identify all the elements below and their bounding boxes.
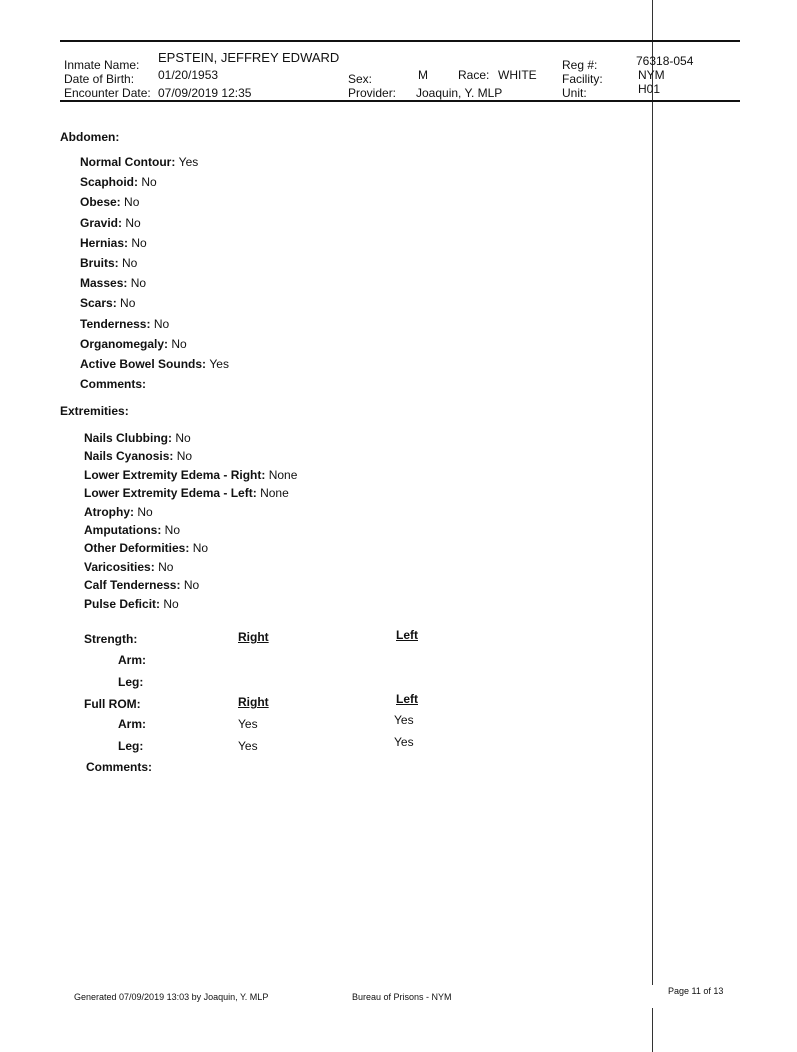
provider-label: Provider: — [348, 86, 397, 100]
unit-label: Unit: — [562, 86, 587, 100]
item-value: No — [153, 316, 170, 331]
item-value: Yes — [209, 357, 229, 371]
list-item — [84, 468, 297, 482]
list-item — [80, 256, 137, 270]
rom-arm-left: Yes — [394, 713, 414, 727]
item-value: No — [158, 559, 174, 574]
item-label: Masses: — [80, 276, 128, 291]
list-item — [80, 216, 141, 230]
strength-left-header: Left — [396, 628, 418, 642]
dob: 01/20/1953 — [158, 68, 219, 82]
facility-label: Facility: — [562, 72, 603, 86]
strength-leg-label: Leg: — [118, 675, 144, 689]
strength-right-header: Right — [238, 630, 269, 644]
list-item — [80, 317, 169, 331]
header-bottom-rule — [60, 100, 740, 102]
item-label: Varicosities: — [84, 559, 155, 574]
item-label: Comments: — [80, 377, 147, 392]
rom-left-header: Left — [396, 692, 418, 706]
abdomen-title: Abdomen: — [60, 130, 120, 144]
list-item — [80, 337, 187, 351]
list-item — [80, 155, 198, 169]
list-item — [80, 276, 146, 290]
item-label: Calf Tenderness: — [84, 578, 181, 593]
item-label: Tenderness: — [80, 316, 151, 331]
list-item — [80, 357, 229, 371]
list-item — [84, 597, 179, 611]
item-label: Lower Extremity Edema - Left: — [84, 486, 257, 501]
list-item — [80, 296, 135, 310]
rom-leg-label: Leg: — [118, 739, 144, 753]
rom-leg-left: Yes — [394, 735, 414, 749]
reg-number: 76318-054 — [636, 54, 694, 68]
race: WHITE — [498, 68, 537, 82]
rom-right-header: Right — [238, 695, 269, 709]
scan-line — [652, 1008, 653, 1052]
item-label: Scaphoid: — [80, 175, 139, 190]
item-label: Normal Contour: — [80, 155, 176, 169]
encounter-label: Encounter Date: — [64, 86, 151, 100]
generated-by: Generated 07/09/2019 13:03 by Joaquin, Y. MLP — [74, 992, 269, 1002]
item-label: Other Deformities: — [84, 541, 190, 556]
unit: H01 — [638, 82, 661, 96]
inmate-name-label: Inmate Name: — [64, 58, 140, 72]
item-label: Organomegaly: — [80, 336, 169, 351]
race-label: Race: — [458, 68, 490, 82]
rom-label: Full ROM: — [84, 697, 141, 711]
item-label: Nails Cyanosis: — [84, 449, 174, 464]
list-item — [84, 431, 191, 445]
list-item — [84, 578, 199, 592]
item-value: No — [176, 449, 193, 464]
list-item — [84, 505, 153, 519]
page-number: Page 11 of 13 — [668, 986, 724, 996]
list-item — [80, 175, 157, 189]
item-value: No — [137, 504, 153, 519]
item-label: Nails Clubbing: — [84, 431, 172, 445]
item-value: None — [268, 467, 298, 482]
item-value: Yes — [178, 155, 199, 169]
item-value: No — [183, 578, 200, 593]
list-item — [84, 486, 289, 500]
sex: M — [418, 68, 428, 82]
extremities-title: Extremities: — [60, 404, 129, 418]
item-value: No — [141, 175, 157, 190]
item-value: No — [131, 235, 147, 250]
item-value: No — [164, 523, 181, 537]
item-label: Atrophy: — [84, 504, 134, 519]
item-label: Amputations: — [84, 523, 162, 537]
facility: NYM — [638, 68, 665, 82]
item-value: No — [122, 256, 138, 270]
item-value: No — [130, 276, 147, 291]
scan-line — [652, 80, 653, 985]
item-label: Obese: — [80, 195, 121, 210]
item-label: Gravid: — [80, 215, 123, 230]
item-value: None — [260, 486, 289, 501]
item-value: No — [120, 296, 136, 311]
list-item — [84, 449, 192, 463]
item-label: Lower Extremity Edema - Right: — [84, 467, 266, 482]
item-value: No — [125, 215, 141, 230]
list-item — [84, 523, 180, 537]
dob-label: Date of Birth: — [64, 72, 135, 86]
list-item — [80, 377, 146, 391]
provider: Joaquin, Y. MLP — [416, 86, 503, 100]
item-label: Scars: — [80, 296, 117, 311]
inmate-name: EPSTEIN, JEFFREY EDWARD — [158, 50, 340, 65]
strength-label: Strength: — [84, 632, 138, 646]
header-top-rule — [60, 40, 740, 42]
extremities-comments-label: Comments: — [86, 760, 153, 774]
rom-leg-right: Yes — [238, 739, 258, 753]
item-label: Bruits: — [80, 256, 119, 270]
item-value: No — [171, 336, 187, 351]
item-label: Pulse Deficit: — [84, 596, 161, 611]
item-value: No — [192, 541, 209, 556]
item-label: Hernias: — [80, 235, 129, 250]
rom-arm-label: Arm: — [118, 717, 147, 731]
bureau-name: Bureau of Prisons - NYM — [352, 992, 452, 1002]
list-item — [84, 560, 173, 574]
item-label: Active Bowel Sounds: — [80, 357, 207, 371]
encounter-date: 07/09/2019 12:35 — [158, 86, 252, 100]
item-value: No — [124, 195, 140, 210]
reg-label: Reg #: — [562, 58, 598, 72]
item-value: No — [163, 596, 179, 611]
list-item — [80, 195, 139, 209]
sex-label: Sex: — [348, 72, 373, 86]
list-item — [84, 541, 208, 555]
strength-arm-label: Arm: — [118, 653, 147, 667]
rom-arm-right: Yes — [238, 717, 258, 731]
item-value: No — [175, 431, 191, 445]
list-item — [80, 236, 147, 250]
